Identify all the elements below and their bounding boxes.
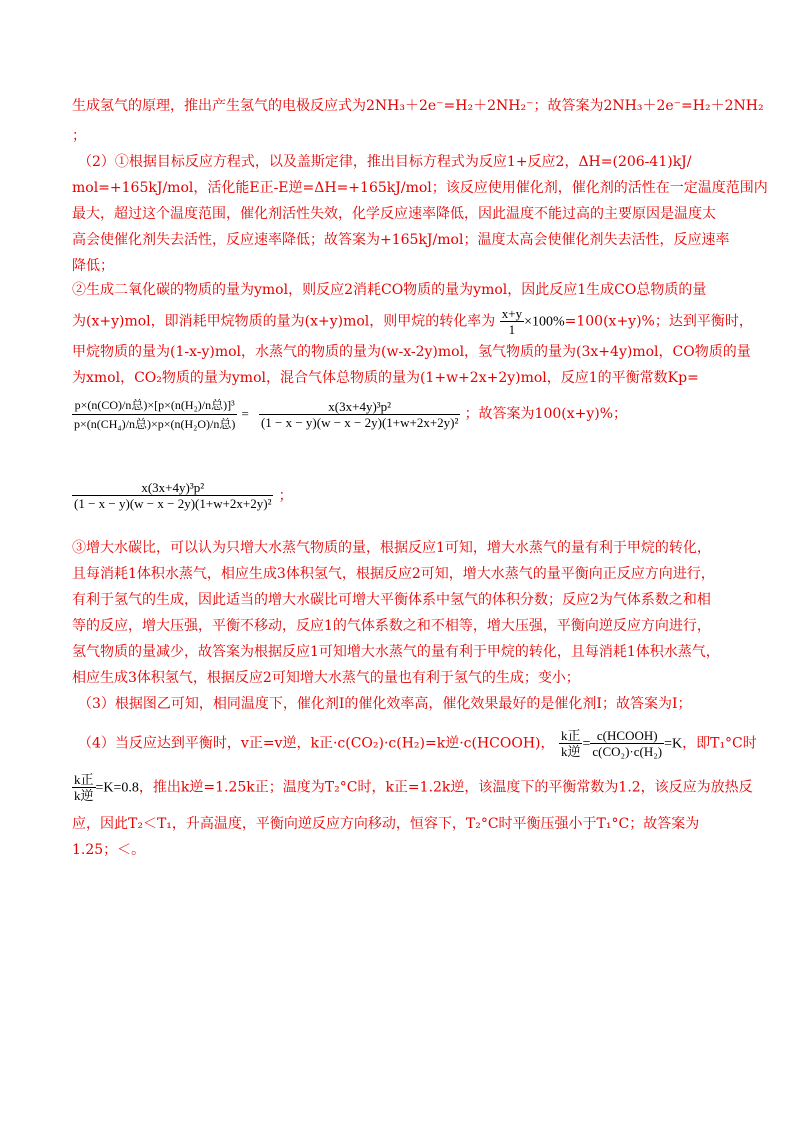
text-line: 最大，超过这个温度范围，催化剂活性失效，化学反应速率降低，因此温度不能过高的主要原因是温度太 <box>72 206 716 222</box>
text-segment: =100(x+y)%；达到平衡时， <box>564 313 753 330</box>
fraction-denominator: p×(n(CH₄)/n总)×p×(n(H₂O)/n总) <box>74 417 236 431</box>
math-segment: = <box>241 406 249 421</box>
kp-answer-fraction <box>72 480 273 511</box>
kp-result-fraction <box>259 399 460 430</box>
fraction-denominator: (1 − x − y)(w − x − 2y)(1+w+2x+2y)² <box>260 415 459 430</box>
text-line: 降低； <box>72 258 114 274</box>
text-line: 高会使催化剂失去活性，反应速率降低；故答案为+165kJ/mol；温度太高会使催化剂失去活性，反应速率 <box>72 232 730 248</box>
fraction-numerator: k正 <box>560 728 581 743</box>
text-line: ②生成二氧化碳的物质的量为ymol，则反应2消耗CO物质的量为ymol，因此反应1生成CO总物质的量 <box>72 282 707 298</box>
text-line: mol=+165kJ/mol，活化能E正-E逆=ΔH=+165kJ/mol；该反应使用催化剂，催化剂的活性在一定温度范围内 <box>72 180 768 196</box>
rate-constant-ratio <box>72 772 96 803</box>
text-line: 为xmol，CO₂物质的量为ymol，混合气体总物质的量为(1+w+2x+2y)mol，反应1的平衡常数Kp= <box>72 370 699 386</box>
text-line: 1.25；＜。 <box>72 842 146 858</box>
concentration-ratio <box>590 728 664 759</box>
kp-partial-pressure-fraction <box>72 396 237 433</box>
text-segment: 为(x+y)mol，即消耗甲烷物质的量为(x+y)mol，则甲烷的转化率为 <box>72 313 496 330</box>
text-segment: ，推出k逆=1.25k正；温度为T₂°C时，k正=1.2k逆，该温度下的平衡常数为1.2，该反应为放热反 <box>138 779 753 796</box>
fraction-denominator: 1 <box>508 322 516 337</box>
text-line: 且每消耗1体积水蒸气，相应生成3体积氢气，根据反应2可知，增大水蒸气的量平衡向正反应方向进行， <box>72 566 715 582</box>
math-segment: ×100% <box>524 314 565 330</box>
conversion-fraction <box>500 306 524 337</box>
fraction-denominator: (1 − x − y)(w − x − 2y)(1+w+2x+2y)² <box>74 496 272 511</box>
text-line: 生成氢气的原理，推出产生氢气的电极反应式为2NH₃＋2e⁻=H₂＋2NH₂⁻；故答案为2NH₃＋2e⁻=H₂＋2NH₂ <box>72 98 764 114</box>
math-segment: =K <box>664 736 683 752</box>
text-line: ； <box>72 128 86 144</box>
text-segment: （4）当反应达到平衡时，v正=v逆，k正·c(CO₂)·c(H₂)=k逆·c(HCOOH)， <box>78 735 555 752</box>
fraction-numerator: p×(n(CO)/n总)×[p×(n(H₂)/n总)]³ <box>72 396 237 415</box>
text-segment: ；故答案为100(x+y)%； <box>464 406 628 422</box>
text-segment: ； <box>278 488 293 504</box>
text-line: 相应生成3体积氢气，根据反应2可知增大水蒸气的量也有利于氢气的生成；变小； <box>72 670 580 686</box>
text-line <box>78 728 757 759</box>
text-line: 甲烷物质的量为(1-x-y)mol，水蒸气的物质的量为(w-x-2y)mol，氢气物质的量为(3x+4y)mol，CO物质的量 <box>72 344 751 360</box>
text-line: 有利于氢气的生成，因此适当的增大水碳比可增大平衡体系中氢气的体积分数；反应2为气体系数之和相 <box>72 592 711 608</box>
text-line <box>72 306 753 337</box>
text-line: （2）①根据目标反应方程式，以及盖斯定律，推出目标方程式为反应1+反应2，ΔH=(206-41)kJ/ <box>78 154 692 170</box>
fraction-numerator: c(HCOOH) <box>590 728 664 744</box>
fraction-denominator: c(CO₂)·c(H₂) <box>592 744 663 759</box>
kp-formula <box>72 396 627 433</box>
fraction-numerator: x+y <box>501 306 523 321</box>
text-line: （3）根据图乙可知，相同温度下，催化剂Ⅰ的催化效率高，催化效果最好的是催化剂Ⅰ；故答案为Ⅰ； <box>78 696 692 712</box>
text-segment: ，即T₁°C时 <box>682 735 757 752</box>
kp-answer <box>72 480 293 511</box>
fraction-numerator: k正 <box>74 772 94 787</box>
fraction-numerator: x(3x+4y)³p² <box>72 480 273 496</box>
fraction-denominator: k逆 <box>74 788 94 803</box>
math-segment: =K=0.8 <box>95 780 139 796</box>
text-line <box>72 772 753 803</box>
math-segment: = <box>582 736 591 752</box>
text-line: ③增大水碳比，可以认为只增大水蒸气物质的量，根据反应1可知，增大水蒸气的量有利于甲烷的转化， <box>72 540 711 556</box>
rate-constant-ratio <box>559 728 583 759</box>
text-line: 氢气物质的量减少，故答案为根据反应1可知增大水蒸气的量有利于甲烷的转化，且每消耗1体积水蒸气， <box>72 644 720 660</box>
fraction-numerator: x(3x+4y)³p² <box>259 399 460 415</box>
text-line: 应，因此T₂＜T₁，升高温度，平衡向逆反应方向移动，恒容下，T₂°C时平衡压强小于T₁°C；故答案为 <box>72 816 700 832</box>
text-line: 等的反应，增大压强，平衡不移动，反应1的气体系数之和不相等，增大压强，平衡向逆反应方向进行， <box>72 618 711 634</box>
fraction-denominator: k逆 <box>560 744 581 759</box>
